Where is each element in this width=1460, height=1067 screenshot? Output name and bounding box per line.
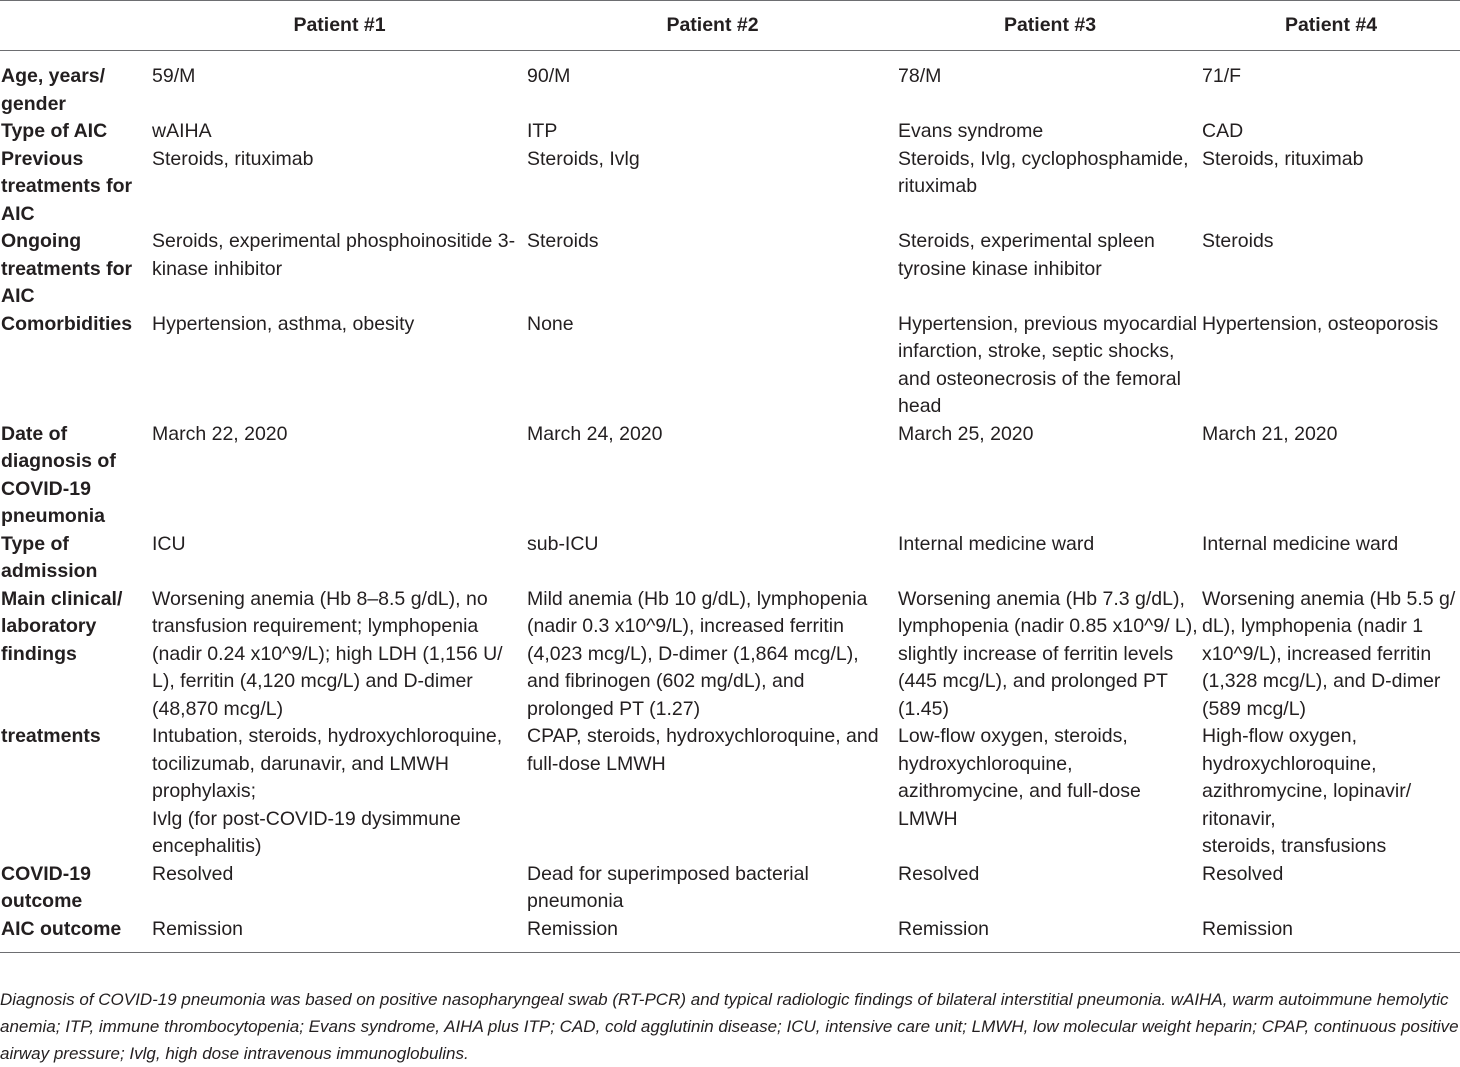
row-label: Date of diagnosis of COVID-19 pneumonia [1, 422, 116, 527]
table-row [0, 311, 1460, 421]
table-cell: Hypertension, osteoporosis [1202, 312, 1439, 335]
table-cell: Worsening anemia (Hb 8–8.5 g/dL), no transfusion requirement; lymphopenia (nadir 0.24 x10^9/L); high LDH (1,156 U/ L), ferritin (4,120 mcg/L) and D-dimer (48,870 mcg/L) [152, 587, 503, 720]
table-row [0, 146, 1460, 229]
table-cell: 59/M [152, 65, 196, 87]
table-cell: Worsening anemia (Hb 7.3 g/dL), lymphopenia (nadir 0.85 x10^9/ L), slightly increase of ferritin levels (445 mcg/L), and prolonged PT (1.45) [898, 587, 1198, 720]
row-label: COVID-19 outcome [1, 862, 91, 912]
table-cell: Remission [152, 916, 527, 953]
table-cell: Steroids [527, 230, 599, 252]
table-cell: Remission [527, 916, 898, 953]
table-cell: Evans syndrome [898, 120, 1044, 142]
table-cell: Resolved [152, 862, 234, 885]
table-cell: Low-flow oxygen, steroids, hydroxychloroquine, azithromycine, and full-dose LMWH [898, 725, 1141, 830]
table-cell: Intubation, steroids, hydroxychloroquine, tocilizumab, darunavir, and LMWH prophylaxis; Ivlg (for post-COVID-19 dysimmune encephalitis) [152, 725, 503, 857]
table-cell: Remission [898, 916, 1202, 953]
table-cell: Remission [1202, 916, 1460, 953]
header-patient-2: Patient #2 [527, 1, 898, 51]
row-label: Type of admission [1, 532, 98, 582]
header-patient-4: Patient #4 [1202, 1, 1460, 51]
table-cell: sub-ICU [527, 532, 599, 555]
table-cell: Resolved [898, 862, 980, 885]
header-patient-1: Patient #1 [152, 1, 527, 51]
header-patient-3: Patient #3 [898, 1, 1202, 51]
table-cell: Internal medicine ward [898, 532, 1095, 555]
table-row [0, 118, 1460, 146]
table-row [0, 916, 1460, 953]
table-row [0, 531, 1460, 586]
table-cell: None [527, 312, 574, 335]
row-label: Previous treatments for AIC [1, 147, 133, 225]
table-cell: High-flow oxygen, hydroxychloroquine, azithromycine, lopinavir/ ritonavir, steroids, transfusions [1202, 725, 1412, 857]
row-label: Ongoing treatments for AIC [1, 230, 133, 307]
row-label: Type of AIC [1, 120, 108, 142]
table-cell: 71/F [1202, 65, 1242, 87]
row-label: Age, years/ gender [1, 65, 106, 115]
table-row [0, 228, 1460, 311]
table-cell: Seroids, experimental phosphoinositide 3-kinase inhibitor [152, 230, 516, 280]
table-cell: 90/M [527, 65, 571, 87]
table-cell: Dead for superimposed bacterial pneumonia [527, 862, 809, 912]
table-cell: Steroids, Ivlg [527, 147, 640, 170]
table-cell: March 21, 2020 [1202, 422, 1338, 445]
table-row [0, 861, 1460, 916]
table-cell: Steroids, Ivlg, cyclophosphamide, rituximab [898, 147, 1189, 197]
table-cell: Mild anemia (Hb 10 g/dL), lymphopenia (nadir 0.3 x10^9/L), increased ferritin (4,023 mcg/L), D-dimer (1,864 mcg/L), and fibrinogen (602 mg/dL), and prolonged PT (1.27) [527, 587, 868, 720]
table-row [0, 421, 1460, 531]
table-cell: 78/M [898, 65, 942, 87]
table-cell: Hypertension, asthma, obesity [152, 312, 415, 335]
table-cell: Internal medicine ward [1202, 532, 1399, 555]
table-cell: Worsening anemia (Hb 5.5 g/ dL), lymphopenia (nadir 1 x10^9/L), increased ferritin (1,328 mcg/L), and D-dimer (589 mcg/L) [1202, 587, 1456, 720]
table-row [0, 723, 1460, 861]
table-row [0, 586, 1460, 724]
header-cell-empty [0, 1, 152, 51]
header-row [0, 1, 1460, 51]
row-label: Comorbidities [1, 312, 133, 335]
table-cell: Hypertension, previous myocardial infarction, stroke, septic shocks, and osteonecrosis of the femoral head [898, 312, 1198, 417]
table-cell: March 25, 2020 [898, 422, 1034, 445]
table-cell: ICU [152, 532, 186, 555]
table-cell: Steroids [1202, 230, 1274, 252]
row-label: treatments [1, 725, 101, 747]
table-footnote: Diagnosis of COVID-19 pneumonia was based on positive nasopharyngeal swab (RT-PCR) and typical radiologic findings of bilateral interstitial pneumonia. wAIHA, warm autoimmune hemolytic anemia; ITP, immune thrombocytopenia; Evans syndrome, AIHA plus ITP; CAD, cold agglutinin disease; ICU, intensive care unit; LMWH, low molecular weight heparin; CPAP, continuous positive airway pressure; Ivlg, high dose intravenous immunoglobulins. [0, 990, 1459, 1063]
table-cell: CAD [1202, 120, 1244, 142]
row-label: AIC outcome [0, 916, 152, 953]
table-cell: Resolved [1202, 862, 1284, 885]
table-cell: Steroids, rituximab [1202, 147, 1364, 170]
table-cell: ITP [527, 120, 558, 142]
table-cell: March 24, 2020 [527, 422, 663, 445]
table-cell: Steroids, rituximab [152, 147, 314, 170]
table-cell: wAIHA [152, 120, 212, 142]
table-cell: Steroids, experimental spleen tyrosine kinase inhibitor [898, 230, 1155, 280]
table-cell: March 22, 2020 [152, 422, 288, 445]
table-body [0, 51, 1460, 953]
row-label: Main clinical/ laboratory findings [1, 587, 123, 665]
table-row [0, 51, 1460, 119]
table-cell: CPAP, steroids, hydroxychloroquine, and full-dose LMWH [527, 725, 879, 775]
